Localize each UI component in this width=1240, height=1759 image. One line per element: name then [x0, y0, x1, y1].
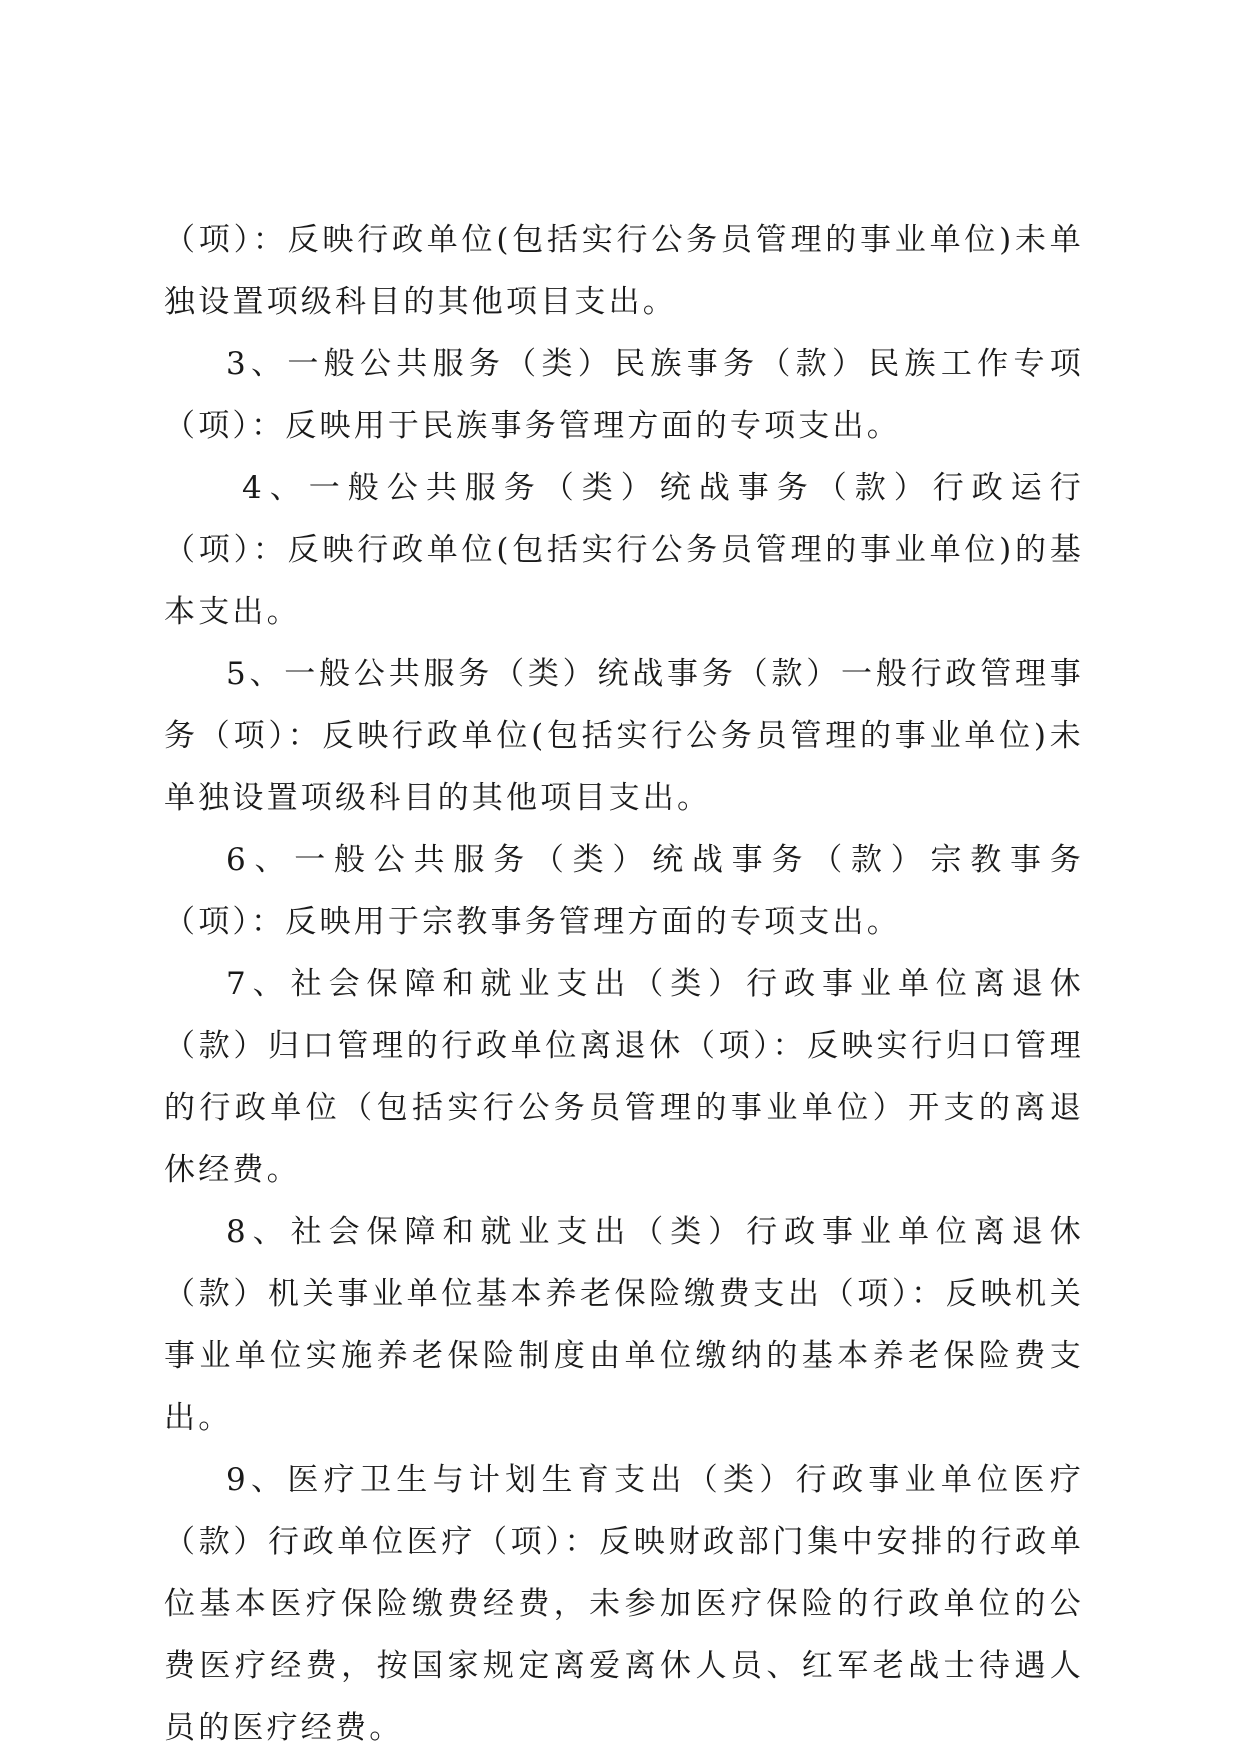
paragraph-item-4: 4、一般公共服务（类）统战事务（款）行政运行（项）：反映行政单位(包括实行公务员管理的事业单位)的基本支出。 [164, 470, 1084, 630]
document-body [164, 209, 1084, 1759]
paragraph-item-5: 5、一般公共服务（类）统战事务（款）一般行政管理事务（项）：反映行政单位(包括实行公务员管理的事业单位)未单独设置项级科目的其他项目支出。 [164, 656, 1084, 816]
paragraph-item-9: 9、医疗卫生与计划生育支出（类）行政事业单位医疗（款）行政单位医疗（项）：反映财政部门集中安排的行政单位基本医疗保险缴费经费，未参加医疗保险的行政单位的公费医疗经费，按国家规定离爱离休人员、红军老战士待遇人员的医疗经费。 [164, 1462, 1084, 1746]
paragraph-continuation: （项）：反映行政单位(包括实行公务员管理的事业单位)未单独设置项级科目的其他项目支出。 [164, 222, 1084, 320]
paragraph-item-6: 6、一般公共服务（类）统战事务（款）宗教事务（项）：反映用于宗教事务管理方面的专项支出。 [164, 842, 1084, 940]
paragraph-item-7: 7、社会保障和就业支出（类）行政事业单位离退休（款）归口管理的行政单位离退休（项）：反映实行归口管理的行政单位（包括实行公务员管理的事业单位）开支的离退休经费。 [164, 966, 1084, 1188]
paragraph-item-3: 3、一般公共服务（类）民族事务（款）民族工作专项（项）：反映用于民族事务管理方面的专项支出。 [164, 346, 1084, 444]
paragraph-item-8: 8、社会保障和就业支出（类）行政事业单位离退休（款）机关事业单位基本养老保险缴费支出（项）：反映机关事业单位实施养老保险制度由单位缴纳的基本养老保险费支出。 [164, 1214, 1084, 1436]
